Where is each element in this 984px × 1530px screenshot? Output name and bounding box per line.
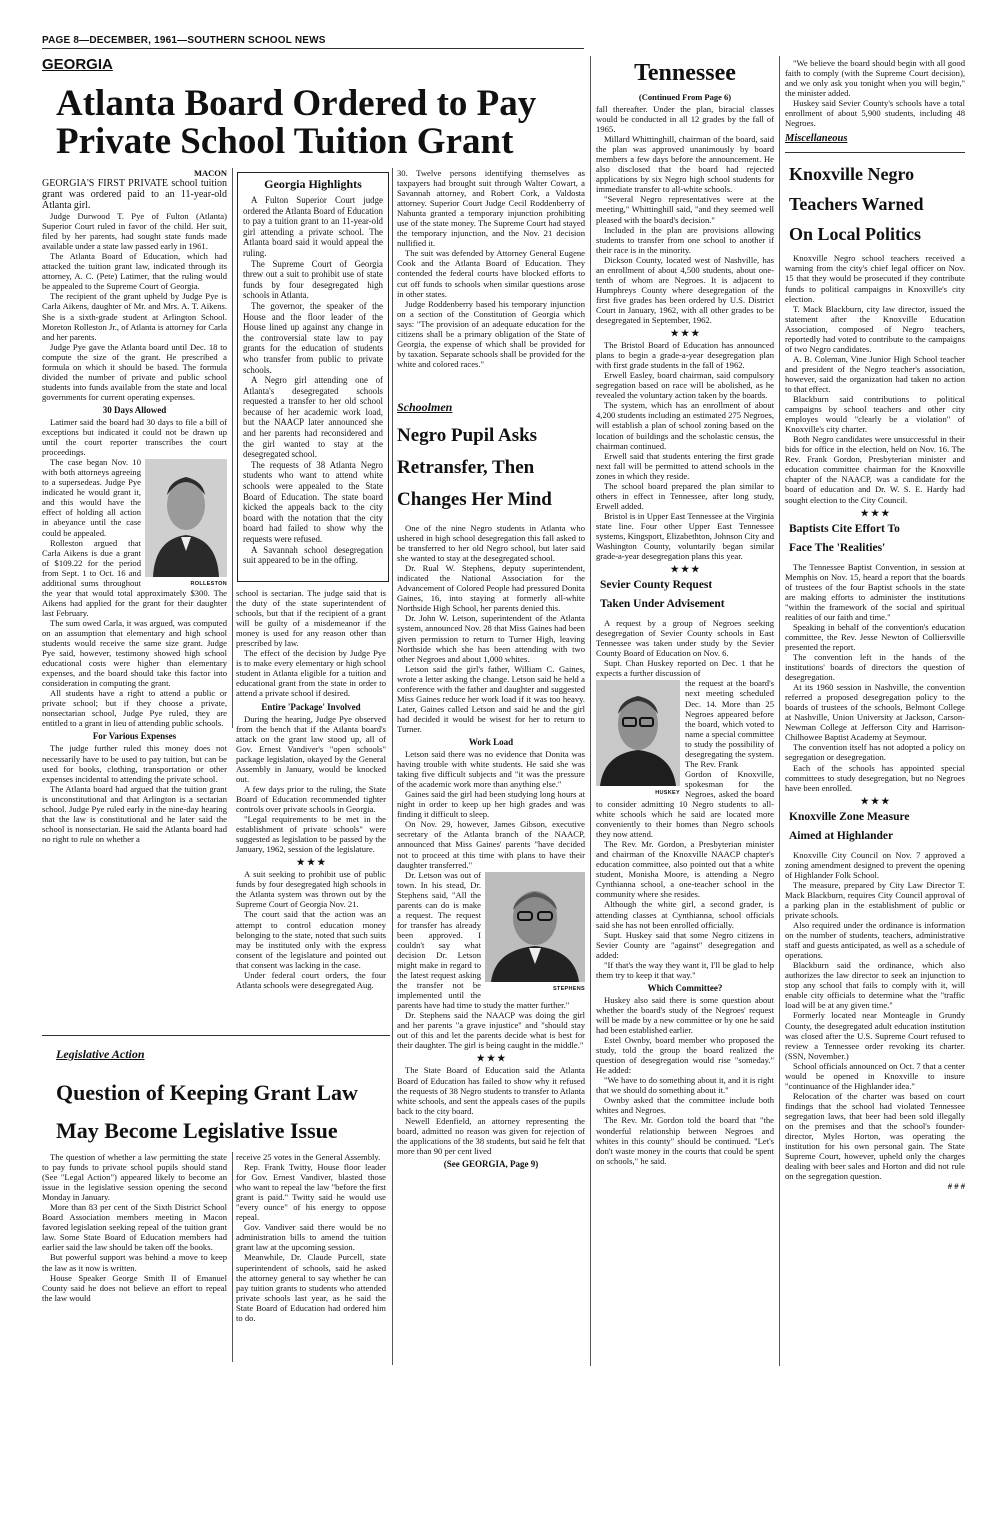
highlight-item: A Savannah school desegregation suit appeared to be in the offing.	[243, 544, 383, 566]
right-col	[785, 58, 965, 1368]
paragraph: Blackburn said contributions to political campaigns by school teachers and other city employes would "clearly be a violation" of Knoxville's city charter.	[785, 394, 965, 435]
paragraph: Letson said the girl's father, William C. Gaines, wrote a letter asking the change. Letson said he held a conference with the father and daughter and suggested Miss Gaines reduce her work load if it was too heavy. Later, Gaines called Letson and said he and the girl had decided it would be wisest for her to return to Turner.	[397, 663, 585, 734]
huskey-portrait	[596, 680, 680, 786]
paragraph: Blackburn said the ordinance, which also authorizes the law director to seek an injunction to stop any school that fails to comply with it, will enable city officials to determine what the "traffic load will be at any given time."	[785, 960, 965, 1011]
paragraph: Dr. John W. Letson, superintendent of the Atlanta system, announced Nov. 28 that Miss Gaines had been given permission to return to Turner High, leaving Northside which she has been attending with two other Negroes and about 1,000 whites.	[397, 613, 585, 664]
georgia-headline	[56, 85, 586, 161]
end-mark: # # #	[947, 1181, 965, 1192]
schoolmen-headline	[397, 420, 587, 516]
star-divider: ★ ★ ★	[670, 564, 700, 575]
paragraph: 30. Twelve persons identifying themselves as taxpayers had brought suit through Walter Cowart, a Savannah attorney, and Robert Cork, a Valdosta attorney. Superior Court Judge Cecil Roddenberry of Nahunta granted a temporary injunction prohibiting use of the state money. The Supreme Court had stayed the temporary injunction, and the Nov. 21 decision nullified it.	[397, 168, 585, 249]
headline-line-2: Teachers Warned	[789, 194, 924, 215]
paragraph: All students have a right to attend a public or private school; but if they choose a private, nonsectarian school, Judge Pye ruled, they are entitled to a grant in lieu of attending public schools.	[42, 688, 227, 729]
paragraph: Under federal court orders, the four Atlanta schools were desegregated Aug.	[236, 969, 386, 990]
paragraph: Although the white girl, a second grader, is attending classes at Cynthianna, school officials said she has not been enrolled officially.	[596, 899, 774, 930]
paragraph: On Nov. 29, however, James Gibson, executive secretary of the Atlanta branch of the NAACP, announced that Miss Gaines' parents "have decided not to proceed at this time with plans to have their daughter transferred."	[397, 819, 585, 870]
paragraph: receive 25 votes in the General Assembly.	[236, 1152, 381, 1162]
paragraph: The case began Nov. 10 with both attorneys agreeing to a supersedeas. Judge Pye indicated he would grant it, and this would have the effect of holding all action in abeyance until the case could be appealed.	[42, 457, 141, 538]
paragraph: "We believe the board should begin with all good faith to comply (with the Supreme Court decision), and we only ask you tonight when you will begin," the minister added.	[785, 58, 965, 99]
paragraph: The Rev. Mr. Gordon, a Presbyterian minister and chairman of the Knoxville NAACP chapter's education committee, also pointed out that a white student, Monisha Moore, is attending a Negro Cynthianna school, a one-teacher school in the community where she resides.	[596, 839, 774, 900]
paragraph: school is sectarian. The judge said that is the duty of the state superintendent of schools, but that if the recipient of a grant will be guilty of a misdemeanor if the money is used for any reason other than prescribed by law.	[236, 588, 386, 649]
section-rule	[42, 1035, 390, 1036]
paragraph: The recipient of the grant upheld by Judge Pye is Carla Aikens, daughter of Mr. and Mrs. A. T. Aikens. She is a sixth-grade student at Arlington School. Moreton Rolleston Jr., of Atlanta is attorney for Carla and her parents.	[42, 291, 227, 342]
huskey-photo-box	[596, 680, 680, 796]
paragraph: the request at the board's next meeting scheduled Dec. 14. More than 25 Negroes appeared before the board, which voted to name a special committee to study the possibility of desegregating the system. The Rev. Frank	[685, 678, 775, 769]
subhead-expenses: For Various Expenses	[92, 731, 177, 742]
paragraph: Each of the schools has appointed special committees to study desegregation, but no Negroes have been enrolled.	[785, 762, 965, 793]
georgia-col2	[236, 588, 386, 1030]
paragraph: "Legal requirements to be met in the establishment of private schools" were suggested as legislation to be passed by the January, 1962, session of the legislature.	[236, 814, 386, 855]
highlight-item: A Negro girl attending one of Atlanta's desegregated schools requested a transfer to her old school because of her academic work load, but the NAACP later announced she and her parents had reconsidered and the girl wanted to stay at the desegregated school.	[243, 375, 383, 460]
subhead-30-days: 30 Days Allowed	[102, 404, 167, 415]
star-divider: ★ ★ ★	[860, 507, 890, 518]
paragraph: Supt. Chan Huskey reported on Dec. 1 that he expects a further discussion of	[596, 658, 774, 679]
page-folio: PAGE 8—DECEMBER, 1961—SOUTHERN SCHOOL NEWS	[42, 35, 326, 46]
paragraph: The convention itself has not adopted a policy on segregation or desegregation.	[785, 742, 965, 763]
paragraph: Rep. Frank Twitty, House floor leader for Gov. Ernest Vandiver, blasted those who want to repeal the law "before the first grant is paid." Twitty said he would use "every ounce" of his energy to oppose repeal.	[236, 1162, 386, 1223]
paragraph: Bristol is in Upper East Tennessee at the Virginia state line. Four other Upper East Tennessee systems, Kingsport, Elizabethton, Johnson City and Washington County, voluntarily began similar grade-a-year desegregation plans this year.	[596, 510, 774, 562]
paragraph: Latimer said the board had 30 days to file a bill of exceptions but indicated it could not be drawn up until the court reporter transcribes the court proceedings.	[42, 416, 227, 458]
knoxville-headline	[789, 159, 965, 249]
paragraph: fall thereafter. Under the plan, biracial classes would be conducted in all 12 grades by the fall of 1965.	[596, 104, 774, 135]
paragraph: The State Board of Education said the Atlanta Board of Education has failed to show why it refused the requests of 38 Negro students to transfer to Atlanta white schools, and sent the appeals cases of the pupils back to the city board.	[397, 1065, 585, 1116]
section-label-georgia: GEORGIA	[42, 56, 113, 73]
headline-line-3: Changes Her Mind	[397, 489, 552, 510]
folio-rule	[42, 48, 584, 49]
photo-caption: ROLLESTON	[190, 581, 227, 588]
paragraph: Knoxville Negro school teachers received a warning from the city's chief legal officer on Nov. 15 that they would be prosecuted if they contribute funds to political campaigns in Knoxville's city election.	[785, 253, 965, 304]
paragraph: The judge further ruled this money does not necessarily have to be used to pay tuition, but can be used for books, clothing, transportation or other expenses incidental to attending the private school.	[42, 743, 227, 784]
star-divider: ★ ★ ★	[860, 795, 890, 806]
georgia-col1	[42, 168, 227, 844]
paragraph: A suit seeking to prohibit use of public funds by four desegregated high schools in the Atlanta system was thrown out by the Supreme Court of Georgia Nov. 21.	[236, 869, 386, 910]
star-divider: ★ ★ ★	[476, 1053, 506, 1064]
highlights-body	[243, 195, 383, 566]
highlander-headline	[789, 808, 965, 846]
paragraph: Huskey said Sevier County's schools have a total enrollment of about 5,900 students, including 48 Negroes.	[785, 98, 965, 129]
schoolmen-body	[397, 523, 585, 1363]
paragraph: "Several Negro representatives were at the meeting," Whittinghill said, "and they seemed well pleased with the board's decision."	[596, 194, 774, 225]
headline-line-1: Atlanta Board Ordered to Pay	[56, 83, 537, 124]
paragraph: Knoxville City Council on Nov. 7 approved a zoning amendment designed to prevent the opening of Highlander Folk School.	[785, 849, 965, 880]
stephens-photo-box	[485, 872, 585, 992]
column-rule	[232, 168, 233, 728]
photo-caption: HUSKEY	[655, 790, 680, 797]
paragraph: Huskey also said there is some question about whether the board's study of the Negroes' request will be made by a new committee or by one he said had been established earlier.	[596, 994, 774, 1036]
legislative-headline	[56, 1074, 396, 1150]
paragraph: Dickson County, located west of Nashville, has an enrollment of about 4,500 students, about one-tenth of whom are Negroes. It is adjacent to Humphreys County where desegregation of the first five grades has been ordered by U.S. District Court in January, 1962, with all other grades to be desegregated in September, 1962.	[596, 254, 774, 325]
paragraph: Supt. Huskey said that some Negro citizens in Sevier County are "against" desegregation and added:	[596, 929, 774, 960]
paragraph: At its 1960 session in Nashville, the convention referred a proposed desegregation policy to the boards of trustees of the schools, Belmont College at Nashville, Union University at Jackson, Carson-Newman College at Jefferson City and Harrison-Chilhowee Baptist Academy at Seymour.	[785, 682, 965, 743]
category-legislative: Legislative Action	[56, 1047, 145, 1061]
paragraph: Included in the plan are provisions allowing students to transfer from one school to another if their race is in the minority.	[596, 224, 774, 255]
column-rule	[232, 1152, 233, 1362]
paragraph: "If that's the way they want it, I'll be glad to help them try to keep it that way."	[596, 959, 774, 980]
tennessee-continued: (Continued From Page 6)	[638, 92, 732, 102]
stephens-portrait	[485, 872, 585, 982]
paragraph: But powerful support was behind a move to keep the law as it now is written.	[42, 1252, 227, 1273]
legislative-col1	[42, 1152, 227, 1362]
paragraph: Estel Ownby, board member who proposed the study, told the group the board realized the question of desegregation would rise "someday." He added:	[596, 1035, 774, 1076]
legislative-col2	[236, 1152, 386, 1362]
subhead-package: Entire 'Package' Involved	[261, 701, 361, 712]
photo-caption: STEPHENS	[552, 985, 585, 992]
paragraph: Judge Pye gave the Atlanta board until Dec. 18 to compute the size of the grant. He prescribed a formula on which it should be based. The formula divided the number of private and public school students into funds available from the state and local governments for current operating expenses.	[42, 341, 227, 402]
highlight-item: The Supreme Court of Georgia threw out a suit to prohibit use of state funds by four desegregated high schools in Atlanta.	[243, 258, 383, 301]
paragraph: Erwell Easley, board chairman, said compulsory segregation based on race will be abolished, as he revealed the voluntary action taken by the boards.	[596, 370, 774, 401]
paragraph: The suit was defended by Attorney General Eugene Cook and the Atlanta Board of Education. They contended the federal courts have blocked efforts to cut off funds to schools when similar questions arose in other states.	[397, 248, 585, 299]
paragraph: The school board prepared the plan similar to others in effect in Tennessee, after long study, Erwell added.	[596, 480, 774, 511]
paragraph: Speaking in behalf of the convention's education committee, the Rev. Jesse Newton of Colliersville presented the report.	[785, 621, 965, 652]
paragraph: A. B. Coleman, Vine Junior High School teacher and president of the Negro teacher's association, however, said the organization had taken no action to that effect.	[785, 353, 965, 394]
paragraph: The Bristol Board of Education has announced plans to begin a grade-a-year desegregation plan with first grade students in the fall of 1962.	[596, 340, 774, 371]
paragraph: The Atlanta board had argued that the tuition grant is unconstitutional and that Arlington is a sectarian school. Judge Pye ruled early in the nine-day hearing that the law is constitutional and he later said the school is nonsectarian. He said the Atlanta board had no right to rule on whether a	[42, 783, 227, 844]
paragraph: A request by a group of Negroes seeking desegregation of Sevier County schools in East Tennessee was taken under study by the Sevier County Board of Education on Nov. 6.	[596, 618, 774, 659]
highlight-item: The requests of 38 Atlanta Negro students who want to attend white schools were appealed to the State Board of Education. The state board kicked the appeals back to the city board with the notation that the city board had failed to show why the requests were refused.	[243, 459, 383, 544]
paragraph: Judge Roddenberry based his temporary injunction on a section of the Constitution of Georgia which says: "The provision of an adequate education for the citizens shall be a primary obligation of the State of Georgia, the expense of which shall be provided for by taxation. Separate schools shall be provided for the white and colored races."	[397, 298, 585, 369]
section-rule	[785, 152, 965, 153]
subhead-which-committee: Which Committee?	[647, 982, 723, 993]
headline-line-2: May Become Legislative Issue	[56, 1118, 338, 1143]
paragraph: Letson said there was no evidence that Donita was having trouble with white students. He said she was taking five difficult subjects and "it was the pressure of the academic work more than anything else."	[397, 749, 585, 790]
paragraph: Gov. Vandiver said there would be no administration bills to amend the tuition grant law at the upcoming session.	[236, 1222, 386, 1253]
headline-line-1: Knoxville Zone Measure	[789, 810, 910, 823]
tennessee-title: Tennessee	[634, 60, 736, 86]
jump-line: (See GEORGIA, Page 9)	[443, 1158, 539, 1169]
column-rule	[779, 56, 780, 1366]
paragraph: The measure, prepared by City Law Director T. Mack Blackburn, requires City Council approval of a parking plan in the establishment of public or private schools.	[785, 879, 965, 920]
paragraph: One of the nine Negro students in Atlanta who ushered in high school desegregation this fall asked to be transferred to her old Negro school, but later said she wanted to stay at the desegregated school.	[397, 523, 585, 564]
paragraph: More than 83 per cent of the Sixth District School Board Association members meeting in Macon favored legislation seeking repeal of the tuition grant law. Some State Board of Education members had earlier said the law should be taken off the books.	[42, 1202, 227, 1253]
paragraph: The Atlanta Board of Education, which had attacked the tuition grant law, indicated through its attorney, A. C. (Pete) Latimer, that the ruling would be appealed to the Supreme Court of Georgia.	[42, 251, 227, 292]
paragraph: Dr. Stephens said the NAACP was doing the girl and her parents "a grave injustice" and "should stay out of this and let the parents decide what is best for their daughter. The girl is being caught in the middle."	[397, 1010, 585, 1051]
headline-line-1: Question of Keeping Grant Law	[56, 1080, 358, 1105]
headline-line-3: On Local Politics	[789, 224, 921, 245]
highlights-title: Georgia Highlights	[264, 177, 362, 191]
paragraph: The sum owed Carla, it was argued, was computed on an assumption that elementary and high school students would receive the same size grant. Judge Pye said, however, testimony showed high school educational costs were higher than elementary expenses, and the board should take this factor into consideration in computing the grant.	[42, 617, 227, 689]
paragraph: Also required under the ordinance is information on the number of students, teachers, administrative staff and guests anticipated, as well as a schedule of operations.	[785, 920, 965, 961]
headline-line-2: Taken Under Advisement	[600, 598, 725, 611]
sevier-headline	[600, 576, 774, 614]
headline-line-2: Private School Tuition Grant	[56, 121, 514, 162]
paragraph: House Speaker George Smith II of Emanuel County said he does not believe an effort to repeal the law would	[42, 1272, 227, 1303]
column-rule	[392, 168, 393, 1040]
headline-line-2: Aimed at Highlander	[789, 829, 894, 842]
paragraph: Gaines said the girl had been studying long hours at night in order to keep up her high grades and was finding it difficult to sleep.	[397, 789, 585, 820]
paragraph: The court said that the action was an attempt to control education money belonging to the state, noted that such suits may be instituted only with the express consent of the legislature and pointed out that consent was lacking in the case.	[236, 909, 386, 970]
georgia-col3	[397, 168, 585, 393]
headline-line-1: Negro Pupil Asks	[397, 425, 538, 446]
paragraph: The Rev. Mr. Gordon told the board that "the wonderful relationship between Negroes and whites in this county" should be continued. "Let's don't waste money in the courts that could be spent on schools," he said.	[596, 1115, 774, 1166]
paragraph: Gordon of Knoxville, spokesman for the Negroes, asked the board to consider admitting 10 Negro students to all-white schools which he said are located more conveniently to their homes than Negro schools they now attend.	[596, 768, 774, 840]
paragraph: Dr. Letson was out of town. In his stead, Dr. Stephens said, "All the parents can do is make a request. The request for transfer has already been approved. I couldn't say what decision Dr. Letson might make in regard to the latest request asking the transfer not be implemented until the parents have had time to study the matter further."	[397, 869, 570, 1011]
headline-line-1: Sevier County Request	[600, 579, 713, 592]
paragraph: Millard Whittinghill, chairman of the board, said the plan was approved unanimously by board members a few days before the announcement. He also disclosed that the board had rejected applications by six Negro high school students for immediate transfer to all-white schools.	[596, 134, 774, 195]
headline-line-2: Face The 'Realities'	[789, 541, 886, 554]
paragraph: Dr. Rual W. Stephens, deputy superintendent, indicated the National Association for the Advancement of Colored People had pressured Donita Gaines, 16, into staying at formerly all-white Northside High School, her parents denied this.	[397, 563, 585, 614]
paragraph: Rolleston argued that Carla Aikens is due a grant of $109.22 for the period from Sept. 1 to Oct. 16 and additional sums throughout the year that would total approximately $300. The Aikens had applied for the grant for their daughter last February.	[42, 537, 227, 618]
paragraph: Ownby asked that the committee include both whites and Negroes.	[596, 1095, 774, 1116]
paragraph: A few days prior to the ruling, the State Board of Education recommended tighter controls over private schools in Georgia.	[236, 783, 386, 814]
paragraph: School officials announced on Oct. 7 that a center would be opened in Knoxville to insure "continuance of the Highlander idea."	[785, 1060, 965, 1091]
column-rule	[590, 56, 591, 1366]
georgia-highlights-box	[237, 172, 389, 582]
paragraph: During the hearing, Judge Pye observed from the bench that if the Atlanta board's attack on the grant law stood up, all of Gov. Ernest Vandiver's "open schools" package legislation, okayed by the General Assembly in January, would be knocked out.	[236, 713, 386, 784]
rolleston-portrait	[145, 459, 227, 577]
headline-line-1: Knoxville Negro	[789, 164, 915, 185]
paragraph: Both Negro candidates were unsuccessful in their bids for office in the election, held on Nov. 16. The Rev. Frank Gordon, Presbyterian minister and education committee chairman for the Knoxville chapter of the NAACP, was a candidate for the board of education and Dr. W. S. E. Hardy had sought election to the City Council.	[785, 434, 965, 505]
category-schoolmen: Schoolmen	[397, 400, 453, 414]
paragraph: Erwell said that students entering the first grade next fall will be permitted to attend schools in the zones in which they reside.	[596, 450, 774, 481]
paragraph: The convention left in the hands of the institutions' boards of directors the question of desegregation.	[785, 652, 965, 683]
headline-line-2: Retransfer, Then	[397, 457, 535, 478]
highlight-item: The governor, the speaker of the House and the floor leader of the House lined up against any change in the controversial state law to pay grants for the education of students who transfer from public to private schools.	[243, 300, 383, 375]
paragraph: The question of whether a law permitting the state to pay funds to private school pupils should stand (See "Legal Action") appeared likely to become an issue in the legislative session opening the second Monday in January.	[42, 1152, 227, 1203]
highlight-item: A Fulton Superior Court judge ordered the Atlanta Board of Education to pay a tuition grant to an 11-year-old girl attending a private school. The Atlanta board said it would appeal the ruling.	[243, 195, 383, 258]
paragraph: Formerly located near Monteagle in Grundy County, the desegregated adult education institution was closed after the U.S. Supreme Court refused to review a Tennessee order revoking its charter. (SSN, November.)	[785, 1010, 965, 1061]
baptists-headline	[789, 520, 965, 558]
paragraph: The Tennessee Baptist Convention, in session at Memphis on Nov. 15, heard a report that the boards of trustees of the four Baptist schools in the state are making efforts to administer the institutions "within the framework of the social and spiritual realities of our faith and time."	[785, 561, 965, 622]
tennessee-col	[596, 104, 774, 1364]
paragraph: Meanwhile, Dr. Claude Purcell, state superintendent of schools, said he asked the attorney general to say whether he can pay tuition grants to students who attended private schools last year, as he said the State Board of Education had ordered him to do.	[236, 1252, 386, 1323]
paragraph: "We have to do something about it, and it is right that we should do something about it."	[596, 1075, 774, 1096]
paragraph: Judge Durwood T. Pye of Fulton (Atlanta) Superior Court ruled in favor of the child. Her suit, filed by her parents, had sought state funds made available under a state law passed early in 1961.	[42, 211, 227, 252]
lead-paragraph: GEORGIA'S FIRST PRIVATE school tuition grant was ordered paid to an 11-year-old Atlanta girl.	[42, 178, 227, 212]
paragraph: Relocation of the charter was based on court findings that the school had violated Tennessee segregation laws, that beer had been sold illegally on the premises and that the school's founder-director, Myles Horton, was operating the institution for his own personal gain. The State Supreme Court, however, upheld only the charges dealing with beer sales and Horton and did not rule on the segregation question.	[785, 1090, 965, 1182]
paragraph: Newell Edenfield, an attorney representing the board, admitted no reason was given for rejection of the applications of the 38 students, but said he felt that more than 90 per cent lived	[397, 1115, 585, 1156]
dateline: MACON	[193, 168, 227, 178]
star-divider: ★ ★ ★	[296, 857, 326, 868]
headline-line-1: Baptists Cite Effort To	[789, 522, 900, 535]
rolleston-photo-box	[145, 459, 227, 587]
star-divider: ★ ★ ★	[670, 328, 700, 339]
paragraph: The effect of the decision by Judge Pye is to make every elementary or high school student in Atlanta eligible for a tuition and educational grant from the state in order to attend a private school if desired.	[236, 648, 386, 699]
paragraph: T. Mack Blackburn, city law director, issued the statement after the Knoxville Education Association, composed of Negro teachers, reportedly had voted to contribute to the campaigns of two Negro candidates.	[785, 303, 965, 354]
column-rule	[392, 1040, 393, 1365]
category-miscellaneous: Miscellaneous	[785, 133, 848, 145]
subhead-work-load: Work Load	[468, 736, 514, 747]
paragraph: The system, which has an enrollment of about 4,200 students including an estimated 275 Negroes, will establish a plan of school zoning based on the location of buildings and the scholastic census, the chairman continued.	[596, 400, 774, 451]
